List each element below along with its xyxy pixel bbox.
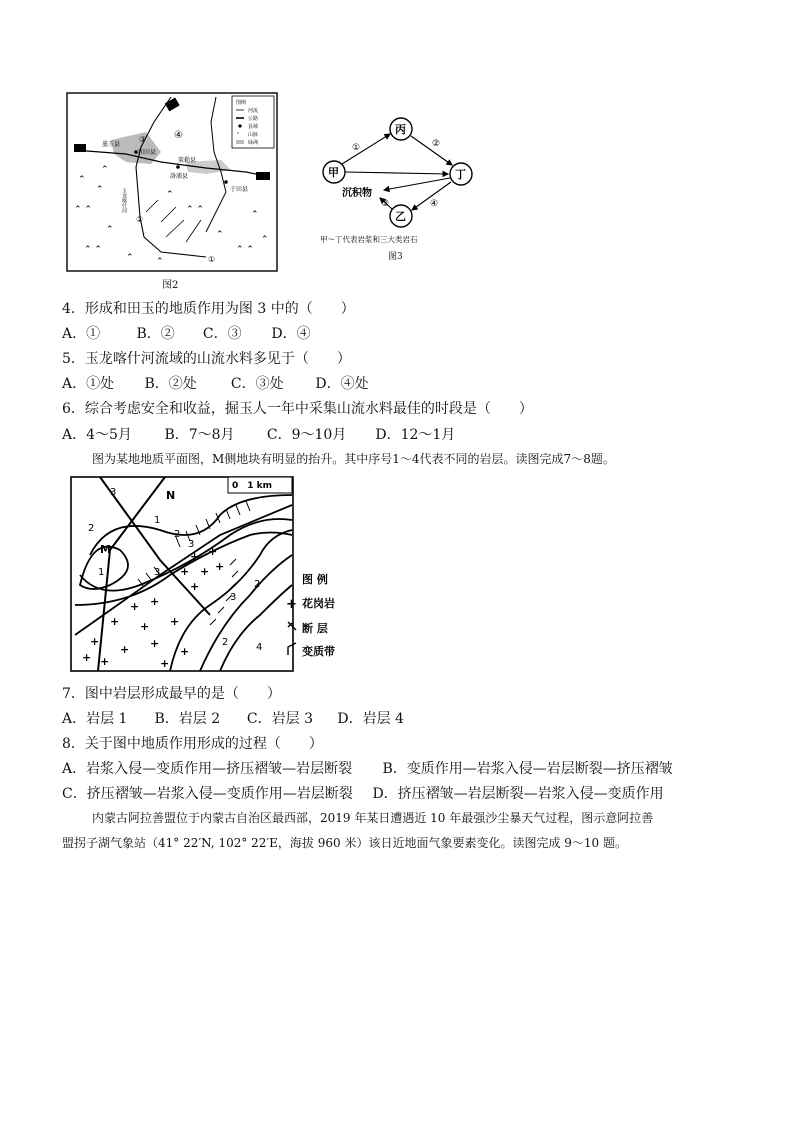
svg-text:+: + xyxy=(120,643,130,656)
option-d[interactable]: D．挤压褶皱—岩层断裂—岩浆入侵—变质作用 xyxy=(372,786,664,802)
option-b[interactable]: B．②处 xyxy=(144,376,197,392)
svg-text:1: 1 xyxy=(154,515,161,526)
figure-2-caption: 图2 xyxy=(162,280,179,291)
svg-text:⌃: ⌃ xyxy=(156,257,164,267)
option-c[interactable]: C．③ xyxy=(202,326,242,342)
option-c[interactable]: C．挤压褶皱—岩浆入侵—变质作用—岩层断裂 xyxy=(62,786,353,802)
svg-text:⌃: ⌃ xyxy=(96,185,104,195)
option-d[interactable]: D．岩层 4 xyxy=(337,711,404,727)
question-8: 8．关于图中地质作用形成的过程（ ） xyxy=(62,736,323,752)
option-a[interactable]: A．岩层 1 xyxy=(62,711,128,727)
svg-text:+: + xyxy=(82,651,92,664)
svg-text:公路: 公路 xyxy=(248,116,259,122)
svg-text:⌃ ⌃: ⌃ ⌃ xyxy=(186,205,204,215)
svg-text:沉积物: 沉积物 xyxy=(342,188,372,199)
option-a[interactable]: A．4～5月 xyxy=(62,427,132,443)
svg-text:县城: 县城 xyxy=(248,124,259,130)
svg-text:2: 2 xyxy=(254,579,261,590)
svg-text:+: + xyxy=(90,635,100,648)
svg-text:甲～丁代表岩浆和三大类岩石: 甲～丁代表岩浆和三大类岩石 xyxy=(320,235,418,244)
svg-text:3: 3 xyxy=(110,487,117,498)
svg-text:河流: 河流 xyxy=(248,108,259,114)
question-7: 7．图中岩层形成最早的是（ ） xyxy=(62,686,281,702)
svg-text:+: + xyxy=(100,655,110,668)
svg-text:断 层: 断 层 xyxy=(302,622,328,635)
option-d[interactable]: D．④处 xyxy=(315,376,369,392)
question-6: 6．综合考虑安全和收益，掘玉人一年中采集山流水料最佳的时段是（ ） xyxy=(62,401,533,417)
svg-text:丁: 丁 xyxy=(455,168,466,181)
svg-text:3: 3 xyxy=(188,539,195,550)
svg-text:乙: 乙 xyxy=(395,210,406,223)
intro-9-10-line1: 内蒙古阿拉善盟位于内蒙古自治区最西部，2019 年某日遭遇近 10 年最强沙尘暴天气过程，图示意阿拉善 xyxy=(92,811,654,825)
option-b[interactable]: B．7～8月 xyxy=(164,427,235,443)
svg-text:④: ④ xyxy=(430,199,439,209)
svg-text:③: ③ xyxy=(381,199,390,209)
svg-text:0 1 km: 0 1 km xyxy=(232,481,273,491)
svg-text:⌃ ⌃: ⌃ ⌃ xyxy=(74,205,92,215)
svg-text:+: + xyxy=(215,560,225,573)
svg-text:⌃: ⌃ xyxy=(166,190,174,200)
svg-text:+: + xyxy=(150,595,160,608)
svg-text:M: M xyxy=(100,543,111,556)
option-a[interactable]: A．① xyxy=(62,326,101,342)
question-6-options xyxy=(62,424,455,444)
option-b[interactable]: B．变质作用—岩浆入侵—岩层断裂—挤压褶皱 xyxy=(382,761,673,777)
option-a[interactable]: A．岩浆入侵—变质作用—挤压褶皱—岩层断裂 xyxy=(62,761,353,777)
svg-text:⌃: ⌃ xyxy=(216,230,224,240)
svg-text:图例: 图例 xyxy=(236,100,247,106)
svg-text:①: ① xyxy=(352,143,361,153)
svg-text:②: ② xyxy=(432,139,441,149)
svg-text:+: + xyxy=(110,615,120,628)
svg-text:2: 2 xyxy=(88,523,95,534)
question-8-options-ab xyxy=(62,758,673,778)
svg-text:+: + xyxy=(286,597,297,612)
svg-text:②: ② xyxy=(136,215,144,224)
svg-text:+: + xyxy=(180,645,190,658)
svg-text:⌃: ⌃ xyxy=(261,235,269,245)
svg-text:山脉: 山脉 xyxy=(248,132,259,138)
intro-9-10-line2: 盟拐子湖气象站（41° 22′N, 102° 22′E，海拔 960 米）该日近地面气象要素变化。读图完成 9～10 题。 xyxy=(62,836,627,850)
svg-text:+: + xyxy=(190,580,200,593)
option-c[interactable]: C．9～10月 xyxy=(266,427,347,443)
svg-text:2: 2 xyxy=(222,637,229,648)
geology-map xyxy=(70,475,370,675)
svg-text:墨玉县: 墨玉县 xyxy=(102,141,121,148)
question-5-options xyxy=(62,373,369,393)
svg-text:+: + xyxy=(170,615,180,628)
svg-text:策勒县: 策勒县 xyxy=(178,157,197,164)
svg-text:⌃: ⌃ xyxy=(251,210,259,220)
svg-text:⌃: ⌃ xyxy=(78,175,86,185)
option-b[interactable]: B．岩层 2 xyxy=(154,711,221,727)
svg-text:⌃: ⌃ xyxy=(101,165,109,175)
svg-text:图 例: 图 例 xyxy=(302,573,328,586)
svg-text:4: 4 xyxy=(256,642,263,653)
svg-text:+: + xyxy=(140,620,150,633)
svg-text:3: 3 xyxy=(154,567,161,578)
option-c[interactable]: C．岩层 3 xyxy=(246,711,313,727)
svg-text:花岗岩: 花岗岩 xyxy=(302,597,335,610)
svg-text:⌃ ⌃: ⌃ ⌃ xyxy=(236,245,254,255)
svg-text:1: 1 xyxy=(98,567,105,578)
svg-text:③: ③ xyxy=(139,135,147,144)
svg-text:+: + xyxy=(180,565,190,578)
svg-text:⌃: ⌃ xyxy=(106,225,114,235)
option-a[interactable]: A．①处 xyxy=(62,376,115,392)
figure-2-map xyxy=(66,92,278,272)
svg-text:⌃ ⌃: ⌃ ⌃ xyxy=(84,245,102,255)
svg-text:+: + xyxy=(190,550,200,563)
svg-text:⌃: ⌃ xyxy=(126,253,134,263)
svg-text:+: + xyxy=(200,565,210,578)
svg-text:绿洲: 绿洲 xyxy=(248,140,259,146)
svg-text:①: ① xyxy=(208,255,216,264)
svg-text:甲: 甲 xyxy=(328,166,339,179)
question-4: 4．形成和田玉的地质作用为图 3 中的（ ） xyxy=(62,301,355,317)
svg-text:3: 3 xyxy=(230,592,237,603)
option-b[interactable]: B．② xyxy=(136,326,175,342)
svg-text:于田县: 于田县 xyxy=(230,186,249,193)
question-4-options xyxy=(62,323,311,343)
svg-text:洛浦县: 洛浦县 xyxy=(170,173,189,180)
option-d[interactable]: D．④ xyxy=(271,326,311,342)
question-8-options-cd xyxy=(62,783,664,803)
svg-text:N: N xyxy=(166,489,176,502)
svg-text:和田县: 和田县 xyxy=(138,149,157,156)
svg-text:④: ④ xyxy=(174,130,183,141)
svg-text:+: + xyxy=(208,545,218,558)
option-d[interactable]: D．12～1月 xyxy=(375,427,456,443)
svg-text:2: 2 xyxy=(174,529,181,540)
figure-3-rock-cycle xyxy=(314,112,484,252)
figure-3-caption: 图3 xyxy=(388,252,403,262)
svg-text:丙: 丙 xyxy=(395,123,406,136)
intro-7-8: 图为某地地质平面图，M侧地块有明显的抬升。其中序号1～4代表不同的岩层。读图完成7～8题。 xyxy=(92,452,615,466)
option-c[interactable]: C．③处 xyxy=(230,376,284,392)
svg-text:+: + xyxy=(160,657,170,670)
question-7-options xyxy=(62,708,404,728)
svg-text:⌃: ⌃ xyxy=(236,132,241,138)
svg-text:玉龙喀什河: 玉龙喀什河 xyxy=(121,188,127,213)
question-5: 5．玉龙喀什河流域的山流水料多见于（ ） xyxy=(62,351,351,367)
svg-text:+: + xyxy=(150,637,160,650)
svg-text:+: + xyxy=(130,600,140,613)
svg-text:变质带: 变质带 xyxy=(302,645,335,658)
hetian-river-map xyxy=(66,92,278,272)
